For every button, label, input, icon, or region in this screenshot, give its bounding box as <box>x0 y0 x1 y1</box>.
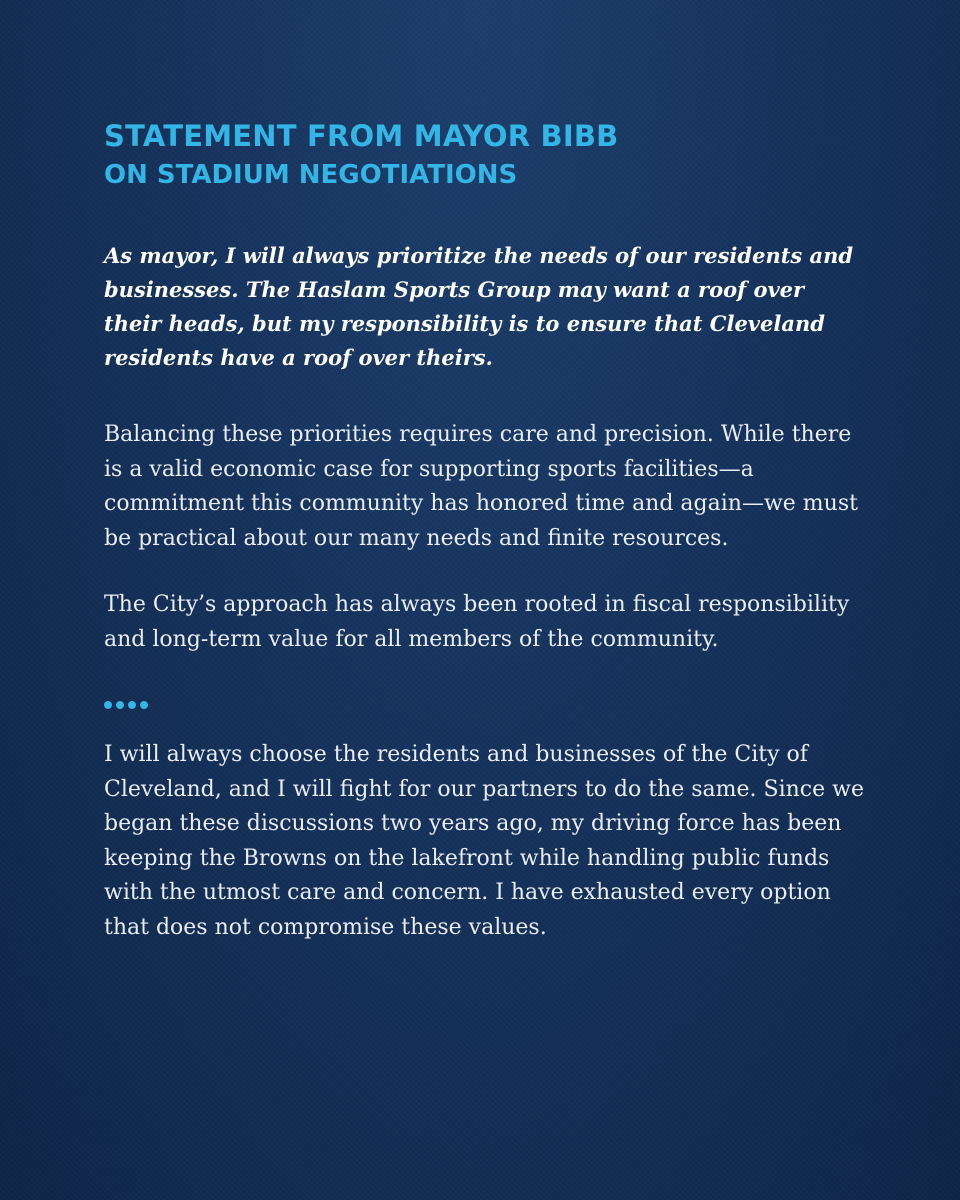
statement-subtitle: ON STADIUM NEGOTIATIONS <box>104 160 518 190</box>
divider-dot <box>140 701 148 709</box>
body-paragraph-3: I will always choose the residents and businesses of the City of Cleveland, and I will fight for our partners to do the same. Since we began these discussions two years ago, my driving force has been keeping the Browns on the lakefront while handling public funds with the utmost care and concern. I have exhausted every option that does not compromise these values. <box>104 742 864 940</box>
divider-dot <box>128 701 136 709</box>
body-paragraph-2: The City’s approach has always been rooted in fiscal responsibility and long-term value for all members of the community. <box>104 592 850 652</box>
statement-title: STATEMENT FROM MAYOR BIBB <box>104 119 619 153</box>
body-paragraph-1: Balancing these priorities requires care and precision. While there is a valid economic case for supporting sports facilities—a commitment this community has honored time and again—we must be practical about our many needs and finite resources. <box>104 422 858 551</box>
divider-dot <box>116 701 124 709</box>
statement-card <box>104 118 864 945</box>
divider-dot <box>104 701 112 709</box>
section-divider-dots <box>104 701 864 711</box>
pull-quote: As mayor, I will always prioritize the needs of our residents and businesses. The Haslam Sports Group may want a roof over their heads, but my responsibility is to ensure that Cleveland residents have a roof over theirs. <box>104 243 854 370</box>
